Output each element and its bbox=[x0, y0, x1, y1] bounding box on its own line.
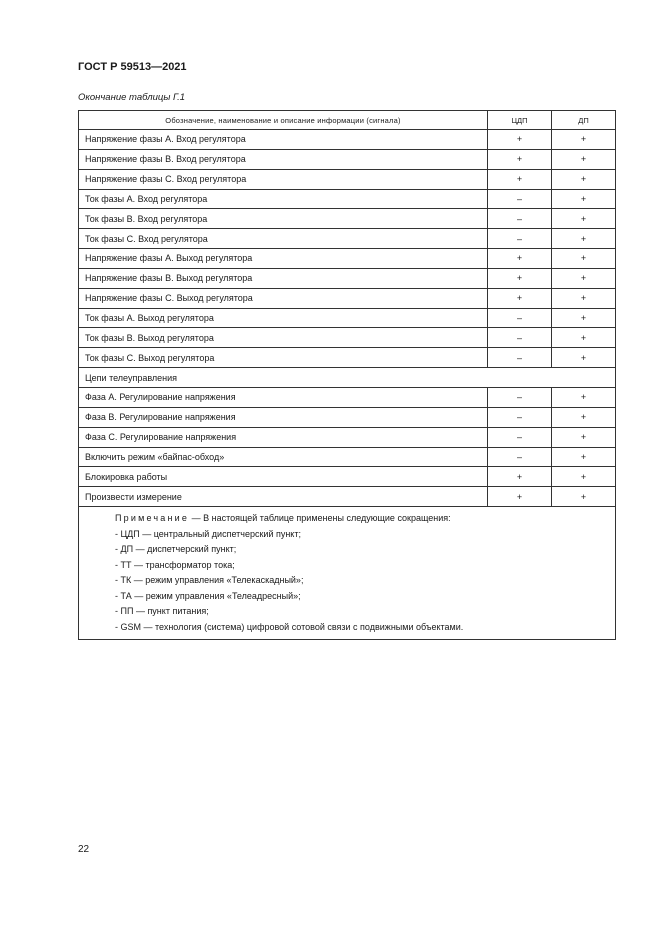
cdp-cell: + bbox=[488, 130, 552, 150]
dp-cell: + bbox=[552, 288, 616, 308]
document-header: ГОСТ Р 59513—2021 bbox=[78, 61, 187, 73]
signal-name-cell: Ток фазы С. Выход регулятора bbox=[79, 348, 488, 368]
bullet-dash: - bbox=[115, 621, 121, 632]
dp-cell: + bbox=[552, 348, 616, 368]
bullet-dash: - bbox=[115, 590, 121, 601]
cdp-cell: – bbox=[488, 427, 552, 447]
signal-name-cell: Произвести измерение bbox=[79, 487, 488, 507]
table-header-row bbox=[79, 111, 616, 130]
note-item-text: ТА — режим управления «Телеадресный»; bbox=[120, 590, 301, 601]
signal-name-cell: Напряжение фазы В. Вход регулятора bbox=[79, 149, 488, 169]
dp-cell: + bbox=[552, 407, 616, 427]
signal-table bbox=[78, 110, 616, 640]
dp-cell: + bbox=[552, 387, 616, 407]
signal-name-cell: Фаза В. Регулирование напряжения bbox=[79, 407, 488, 427]
signal-name-cell: Напряжение фазы С. Вход регулятора bbox=[79, 169, 488, 189]
signal-name-cell: Включить режим «байпас-обход» bbox=[79, 447, 488, 467]
bullet-dash: - bbox=[115, 559, 121, 570]
table-row bbox=[79, 427, 616, 447]
column-header-dp: ДП bbox=[552, 111, 616, 130]
note-block bbox=[79, 507, 616, 640]
note-item-text: GSM — технология (система) цифровой сотовой связи с подвижными объектами. bbox=[120, 621, 464, 632]
table-row bbox=[79, 209, 616, 229]
section-title: Цепи телеуправления bbox=[79, 368, 616, 388]
table-row bbox=[79, 229, 616, 249]
note-label: Примечание bbox=[115, 513, 190, 524]
note-item bbox=[115, 558, 615, 574]
cdp-cell: – bbox=[488, 348, 552, 368]
cdp-cell: + bbox=[488, 487, 552, 507]
dp-cell: + bbox=[552, 229, 616, 249]
signal-name-cell: Фаза А. Регулирование напряжения bbox=[79, 387, 488, 407]
note-item bbox=[115, 573, 615, 589]
note-item bbox=[115, 620, 615, 636]
table-row bbox=[79, 308, 616, 328]
signal-name-cell: Фаза С. Регулирование напряжения bbox=[79, 427, 488, 447]
table-row bbox=[79, 149, 616, 169]
note-item bbox=[115, 589, 615, 605]
dp-cell: + bbox=[552, 328, 616, 348]
table-row bbox=[79, 407, 616, 427]
signal-name-cell: Ток фазы А. Вход регулятора bbox=[79, 189, 488, 209]
dp-cell: + bbox=[552, 447, 616, 467]
signal-name-cell: Напряжение фазы С. Выход регулятора bbox=[79, 288, 488, 308]
table-row bbox=[79, 447, 616, 467]
signal-name-cell: Напряжение фазы А. Выход регулятора bbox=[79, 249, 488, 269]
note-item-text: ЦДП — центральный диспетчерский пункт; bbox=[120, 528, 301, 539]
table-row bbox=[79, 130, 616, 150]
dp-cell: + bbox=[552, 467, 616, 487]
table-row bbox=[79, 288, 616, 308]
bullet-dash: - bbox=[115, 606, 121, 617]
signal-name-cell: Напряжение фазы В. Выход регулятора bbox=[79, 268, 488, 288]
section-row bbox=[79, 368, 616, 388]
note-item-text: ДП — диспетчерский пункт; bbox=[120, 544, 237, 555]
table-row bbox=[79, 169, 616, 189]
note-item bbox=[115, 527, 615, 543]
column-header-name: Обозначение, наименование и описание информации (сигнала) bbox=[79, 111, 488, 130]
dp-cell: + bbox=[552, 169, 616, 189]
signal-name-cell: Ток фазы С. Вход регулятора bbox=[79, 229, 488, 249]
cdp-cell: + bbox=[488, 467, 552, 487]
table-row bbox=[79, 487, 616, 507]
dp-cell: + bbox=[552, 268, 616, 288]
cdp-cell: + bbox=[488, 249, 552, 269]
table-caption: Окончание таблицы Г.1 bbox=[78, 92, 186, 103]
table-row bbox=[79, 387, 616, 407]
cdp-cell: + bbox=[488, 288, 552, 308]
cdp-cell: + bbox=[488, 169, 552, 189]
cdp-cell: – bbox=[488, 447, 552, 467]
note-item bbox=[115, 604, 615, 620]
cdp-cell: + bbox=[488, 149, 552, 169]
dp-cell: + bbox=[552, 427, 616, 447]
table-row bbox=[79, 268, 616, 288]
dp-cell: + bbox=[552, 487, 616, 507]
signal-name-cell: Напряжение фазы А. Вход регулятора bbox=[79, 130, 488, 150]
table-row bbox=[79, 189, 616, 209]
dp-cell: + bbox=[552, 130, 616, 150]
table-row bbox=[79, 328, 616, 348]
dp-cell: + bbox=[552, 308, 616, 328]
cdp-cell: – bbox=[488, 209, 552, 229]
table-row bbox=[79, 467, 616, 487]
column-header-cdp: ЦДП bbox=[488, 111, 552, 130]
bullet-dash: - bbox=[115, 544, 121, 555]
bullet-dash: - bbox=[115, 575, 121, 586]
cdp-cell: – bbox=[488, 229, 552, 249]
cdp-cell: – bbox=[488, 387, 552, 407]
dp-cell: + bbox=[552, 249, 616, 269]
note-item-text: ПП — пункт питания; bbox=[120, 606, 209, 617]
page-number: 22 bbox=[78, 844, 90, 855]
note-item-text: ТК — режим управления «Телекаскадный»; bbox=[120, 575, 304, 586]
cdp-cell: – bbox=[488, 407, 552, 427]
note-intro: — В настоящей таблице применены следующие сокращения: bbox=[189, 513, 451, 524]
signal-name-cell: Ток фазы А. Выход регулятора bbox=[79, 308, 488, 328]
bullet-dash: - bbox=[115, 528, 121, 539]
note-item bbox=[115, 542, 615, 558]
note-row bbox=[79, 507, 616, 640]
cdp-cell: – bbox=[488, 308, 552, 328]
dp-cell: + bbox=[552, 209, 616, 229]
cdp-cell: + bbox=[488, 268, 552, 288]
table-row bbox=[79, 348, 616, 368]
signal-name-cell: Блокировка работы bbox=[79, 467, 488, 487]
note-title bbox=[115, 511, 615, 527]
table-row bbox=[79, 249, 616, 269]
signal-name-cell: Ток фазы В. Выход регулятора bbox=[79, 328, 488, 348]
cdp-cell: – bbox=[488, 189, 552, 209]
note-item-text: ТТ — трансформатор тока; bbox=[120, 559, 235, 570]
dp-cell: + bbox=[552, 189, 616, 209]
cdp-cell: – bbox=[488, 328, 552, 348]
dp-cell: + bbox=[552, 149, 616, 169]
signal-name-cell: Ток фазы В. Вход регулятора bbox=[79, 209, 488, 229]
